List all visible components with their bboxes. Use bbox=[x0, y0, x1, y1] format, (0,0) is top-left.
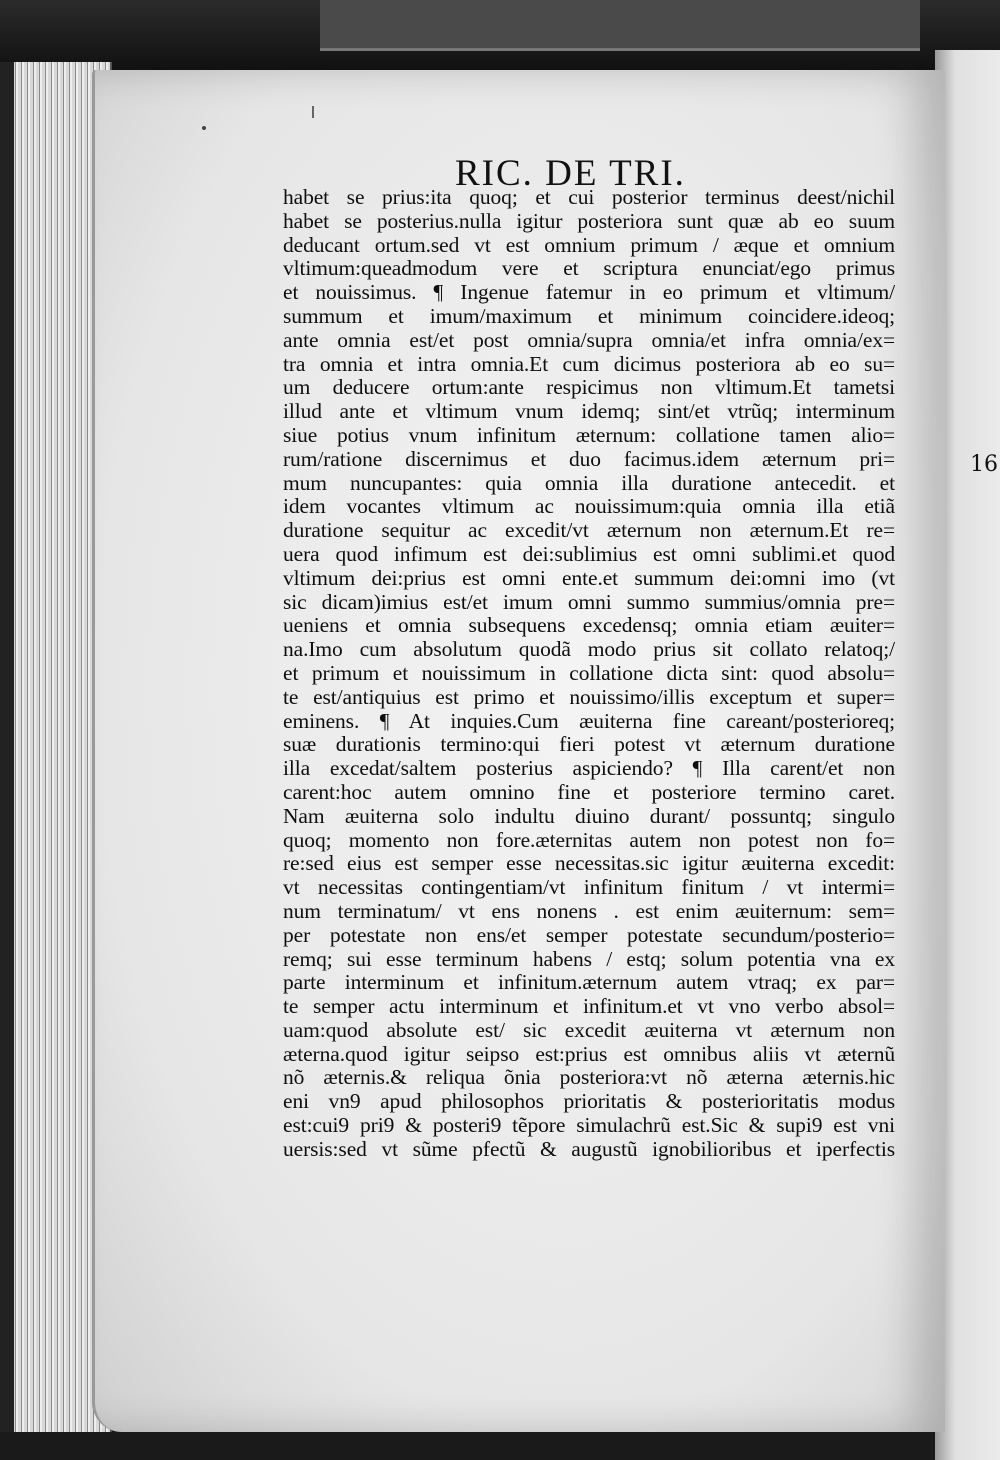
text-line: eni vn9 apud philosophos prioritatis & posterioritatis modus bbox=[283, 1089, 895, 1114]
text-line: carent:hoc autem omnino fine et posteriore termino caret. bbox=[283, 779, 895, 804]
text-line: sic dicam)imius est/et imum omni summo summius/omnia pre= bbox=[283, 589, 895, 614]
page-mark bbox=[312, 106, 314, 118]
text-line: illud ante et vltimum vnum idemq; sint/et vtrũq; interminum bbox=[283, 399, 895, 424]
text-line: rum/ratione discernimus et duo facimus.idem æternum pri= bbox=[283, 446, 895, 471]
binding-strap bbox=[320, 0, 920, 51]
text-line: habet se prius:ita quoq; et cui posterior terminus deest/nichil bbox=[283, 185, 895, 209]
text-line: um deducere ortum:ante respicimus non vltimum.Et tametsi bbox=[283, 375, 895, 400]
text-line: ante omnia est/et post omnia/supra omnia/et infra omnia/ex= bbox=[283, 327, 895, 352]
text-line: duratione sequitur ac excedit/vt æternum non æternum.Et re= bbox=[283, 518, 895, 543]
text-line: remq; sui esse terminum habens / estq; solum potentia vna ex bbox=[283, 946, 895, 971]
text-line: parte interminum et infinitum.æternum autem vtraq; ex par= bbox=[283, 970, 895, 995]
text-line: na.Imo cum absolutum quodã modo prius sit collato relatoq;/ bbox=[283, 637, 895, 662]
text-line: quoq; momento non fore.æternitas autem non potest non fo= bbox=[283, 827, 895, 852]
binding-shadow bbox=[0, 62, 14, 1432]
folio-number: 16 bbox=[970, 452, 998, 477]
running-head: RIC. DE TRI. bbox=[455, 153, 686, 194]
text-line: deducant ortum.sed vt est omnium primum / æque et omnium bbox=[283, 232, 895, 257]
text-line: et nouissimus. ¶ Ingenue fatemur in eo primum et vltimum/ bbox=[283, 280, 895, 305]
text-line: idem vocantes vltimum ac nouissimum:quia omnia illa etiã bbox=[283, 494, 895, 519]
text-line: siue potius vnum infinitum æternum: collatione tamen alio= bbox=[283, 422, 895, 447]
text-line: et primum et nouissimum in collatione dicta sint: quod absolu= bbox=[283, 660, 895, 685]
text-line: uersis:sed vt sũme pfectũ & augustũ ignobilioribus et iperfectis bbox=[283, 1136, 895, 1161]
text-line: æterna.quod igitur seipso est:prius est omnibus aliis vt æternũ bbox=[283, 1041, 895, 1066]
text-line: Nam æuiterna solo indultu diuino durant/ possuntq; singulo bbox=[283, 803, 895, 828]
text-line: eminens. ¶ At inquies.Cum æuiterna fine careant/posterioreq; bbox=[283, 708, 895, 733]
text-line: ueniens et omnia subsequens excedensq; omnia etiam æuiter= bbox=[283, 613, 895, 638]
text-line: est:cui9 pri9 & posteri9 tẽpore simulachrũ est.Sic & supi9 est vni bbox=[283, 1113, 895, 1138]
text-line: summum et imum/maximum et minimum coincidere.ideoq; bbox=[283, 303, 895, 328]
text-line: tra omnia et intra omnia.Et cum dicimus posteriora ab eo su= bbox=[283, 351, 895, 376]
text-line: vltimum dei:prius est omni ente.et summum dei:omni imo (vt bbox=[283, 565, 895, 590]
text-line: uera quod infimum est dei:sublimius est omni sublimi.et quod bbox=[283, 541, 895, 566]
page-speck bbox=[202, 126, 206, 130]
text-line: te semper actu interminum et infinitum.et vt vno verbo absol= bbox=[283, 994, 895, 1019]
text-line: per potestate non ens/et semper potestate secundum/posterio= bbox=[283, 922, 895, 947]
text-line: illa excedat/saltem posterius aspiciendo? ¶ Illa carent/et non bbox=[283, 756, 895, 781]
text-line: uam:quod absolute est/ sic excedit æuiterna vt æternum non bbox=[283, 1017, 895, 1042]
top-background bbox=[0, 0, 1000, 70]
text-line: vltimum:queadmodum vere et scriptura enunciat/ego primus bbox=[283, 256, 895, 281]
text-line: nõ æternis.& reliqua õnia posteriora:vt nõ æterna æternis.hic bbox=[283, 1065, 895, 1090]
text-line: vt necessitas contingentiam/vt infinitum finitum / vt intermi= bbox=[283, 875, 895, 900]
text-line: mum nuncupantes: quia omnia illa duratione antecedit. et bbox=[283, 470, 895, 495]
text-line: suæ durationis termino:qui fieri potest vt æternum duratione bbox=[283, 732, 895, 757]
text-line: num terminatum/ vt ens nonens . est enim æuiternum: sem= bbox=[283, 898, 895, 923]
text-line: re:sed eius est semper esse necessitas.sic igitur æuiterna excedit: bbox=[283, 851, 895, 876]
body-text bbox=[283, 186, 895, 1162]
text-line: te est/antiquius est primo et nouissimo/illis exceptum et super= bbox=[283, 684, 895, 709]
text-line: habet se posterius.nulla igitur posteriora sunt quæ ab eo suum bbox=[283, 208, 895, 233]
